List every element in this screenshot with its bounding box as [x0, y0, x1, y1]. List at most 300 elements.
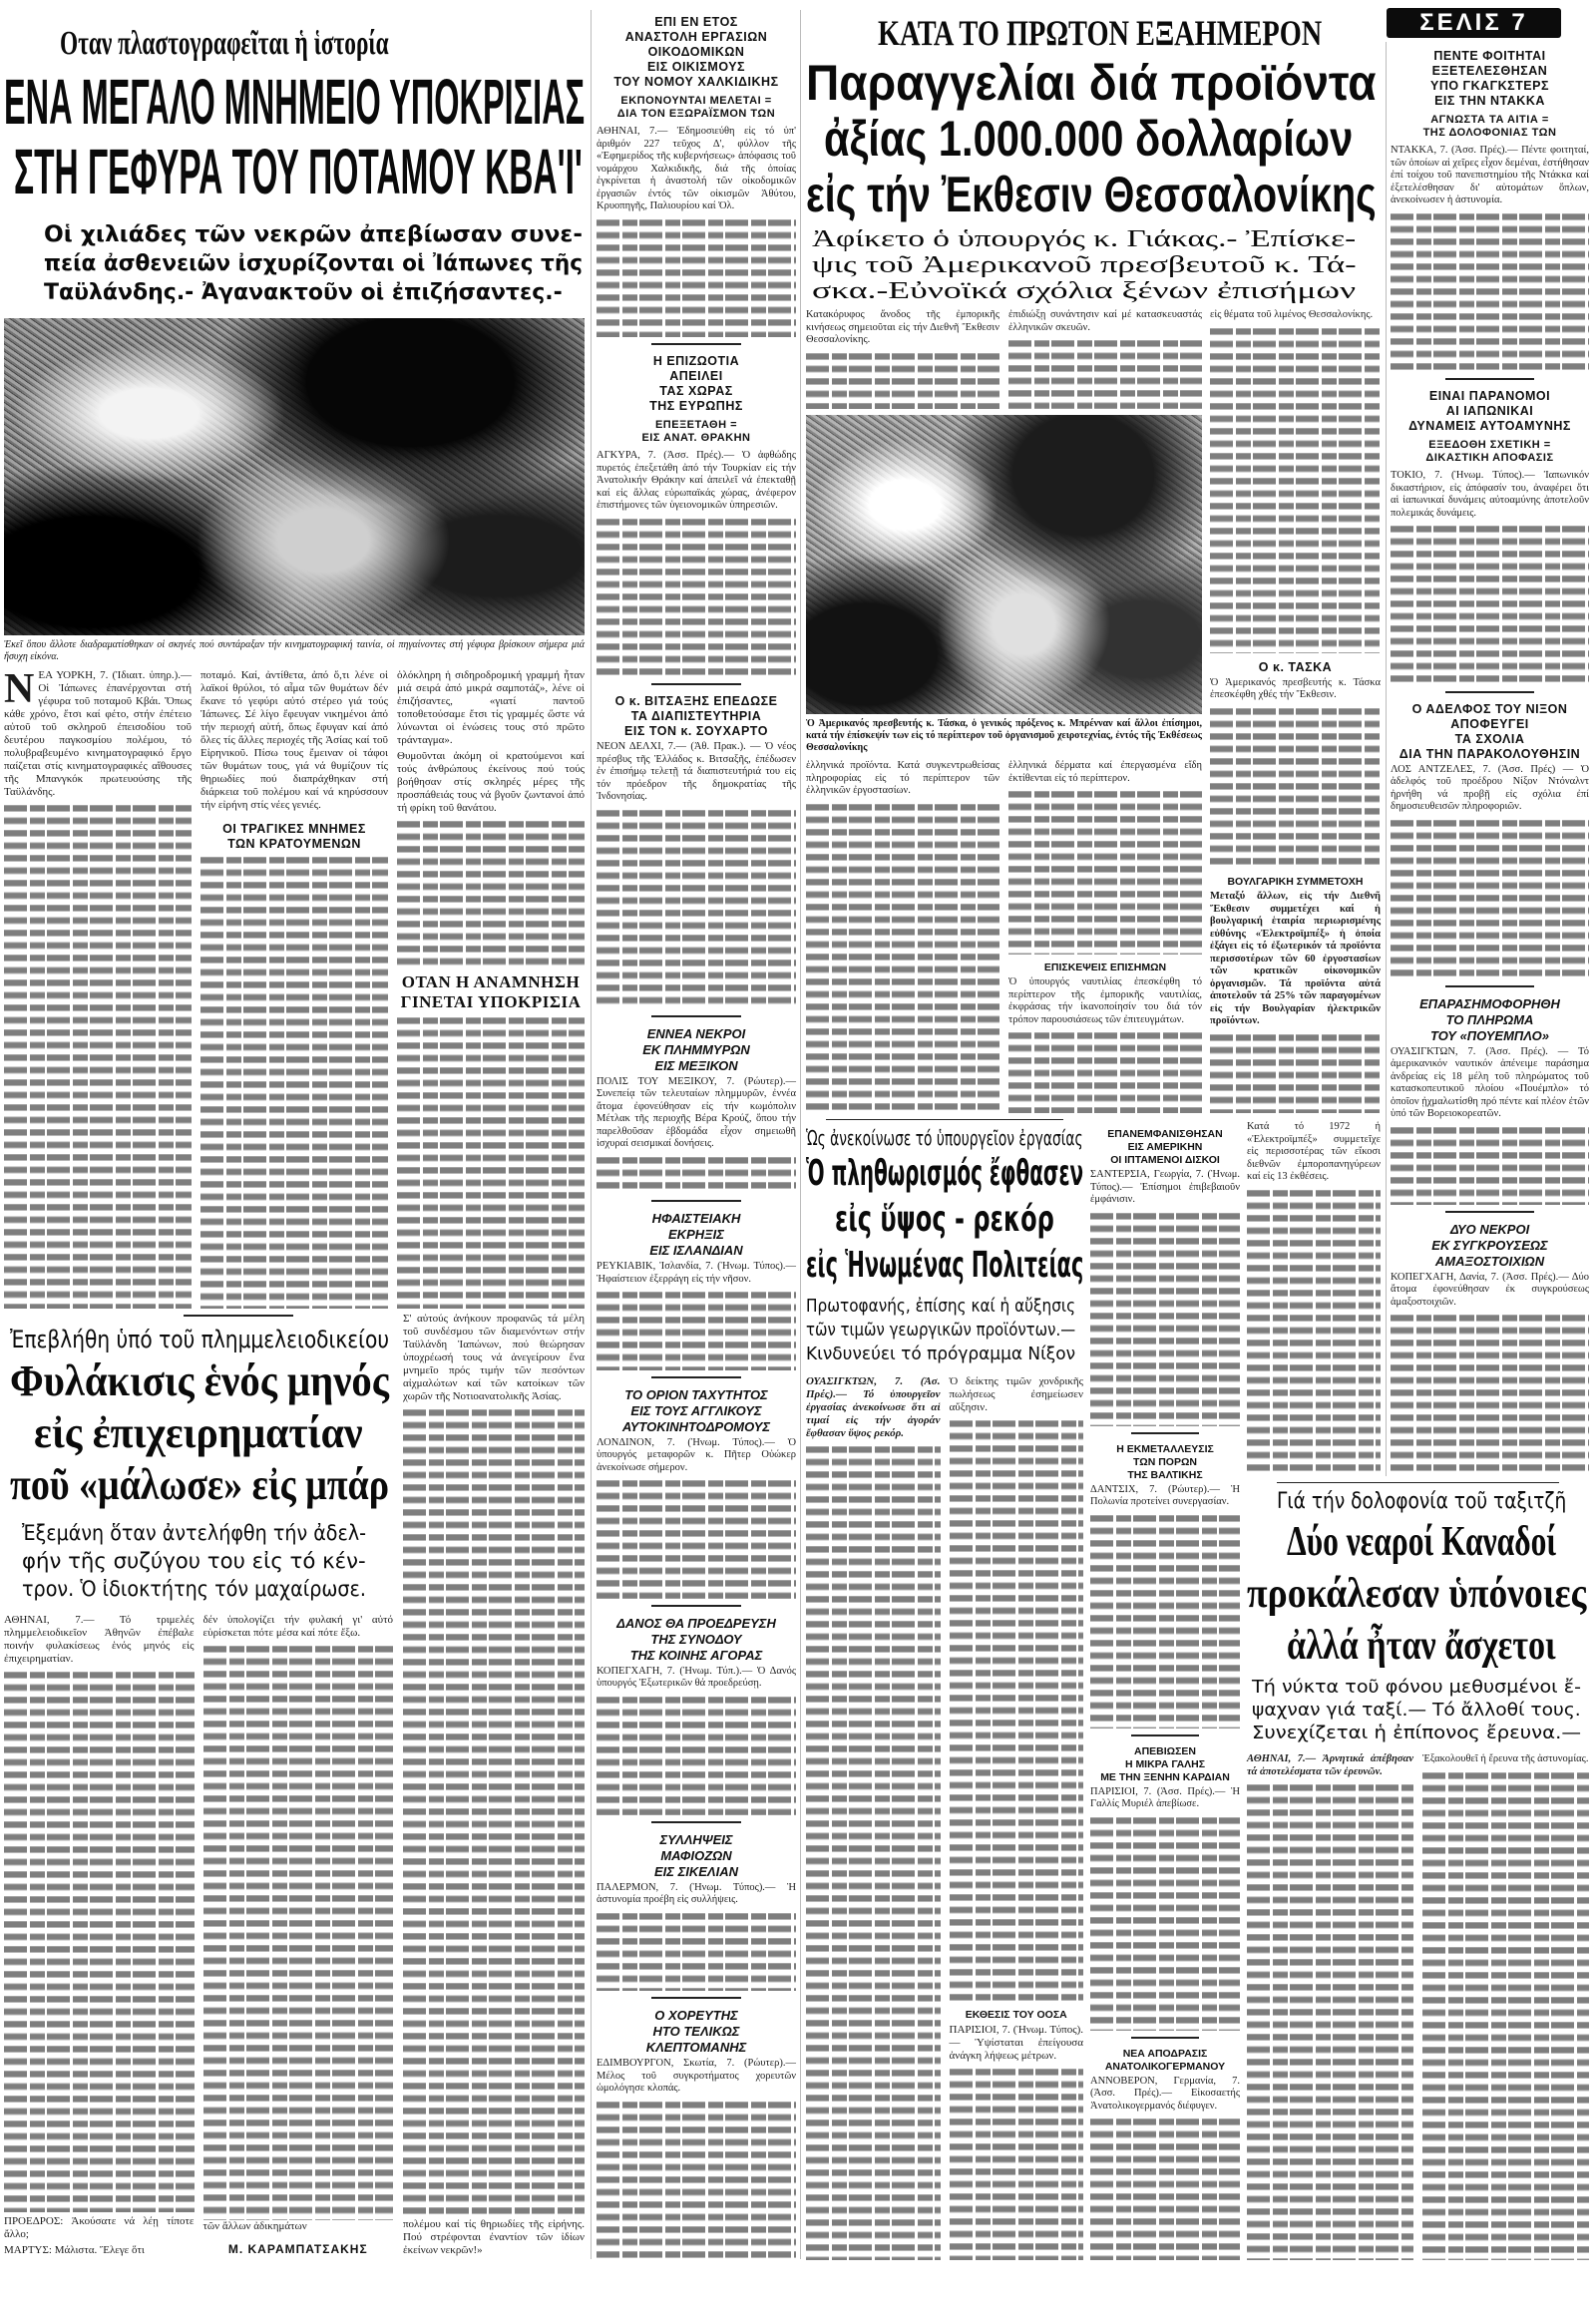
headline-line: ΤΩΝ ΠΟΡΩΝ: [1133, 1455, 1197, 1468]
article-column-2: [200, 669, 388, 1309]
taxi-subheadline-line-2: [1252, 1700, 1581, 1723]
brief-body: ΛΟΣ ΑΝΤΖΕΛΕΣ, 7. (Ἀσσ. Πρές) — Ὁ ἀδελφός τοῦ προέδρου Νίξον Ντόναλντ ἠρνήθη νά προβῇ εἰς σχόλια ἐπί δημοσιευθεισῶν πληροφοριῶν.: [1391, 763, 1589, 813]
text-body: [403, 1406, 585, 2218]
headline-line: ΗΤΟ ΤΕΛΙΚΩΣ: [652, 2024, 740, 2040]
headline-line: ΤΟ ΠΛΗΡΩΜΑ: [1445, 1011, 1534, 1027]
subheadline-text: φήν τῆς συζύγου του εἰς τό κέν-: [22, 1549, 366, 1573]
court-article: [4, 1313, 393, 2260]
center-subheadline-line-3: [812, 279, 1356, 305]
court-columns: [4, 1614, 393, 2260]
fair-article-body: [806, 309, 1202, 1113]
headline-line: Ο ΑΔΕΛΦΟΣ ΤΟΥ ΝΙΞΟΝ: [1411, 701, 1568, 716]
text-body: [1210, 705, 1381, 870]
section-head-bulgarian-participation: ΒΟΥΛΓΑΡΙΚΗ ΣΥΜΜΕΤΟΧΗ: [1227, 876, 1364, 889]
article-paragraph: τῶν ἄλλων ἀδικημάτων: [202, 2220, 307, 2232]
inflation-column-2: [950, 1375, 1084, 2260]
brief-headline: [597, 1832, 796, 1880]
headline-line: Η ΜΙΚΡΑ ΓΑΛΗΣ: [1124, 1757, 1206, 1770]
headline-line: ΕΙΣ ΟΙΚΙΣΜΟΥΣ: [646, 60, 746, 74]
headline-line: ΕΙΣ ΤΗΝ ΝΤΑΚΚΑ: [1434, 94, 1545, 108]
text-body: [397, 818, 585, 965]
text-body: [1422, 1769, 1589, 2261]
article-ending: πολέμου καί τίς θηριωδίες τῆς εἰρήνης. Πού στρέφονται ἐναντίον τῶν ἰδίων ἐκείνων νεκρῶν!»: [403, 2218, 585, 2256]
fair-column-3: [1210, 309, 1381, 1113]
story-divider: [651, 1821, 741, 1823]
head-line: ΟΙ ΤΡΑΓΙΚΕΣ ΜΝΗΜΕΣ: [222, 822, 366, 836]
headline-line: ΔΙΑ ΤΗΝ ΠΑΡΑΚΟΛΟΥΘΗΣΙΝ: [1398, 746, 1581, 761]
headline-text: ἀλλά ἦταν ἄσχετοι: [1287, 1623, 1556, 1669]
brief-headline: [597, 1616, 796, 1664]
headline-line: ΑΙ ΙΑΠΩΝΙΚΑΙ: [1445, 404, 1534, 419]
headline-text: ΣΤΗ ΓΕΦΥΡΑ ΤΟΥ ΠΟΤΑΜΟΥ ΚΒΑ'Ι': [14, 136, 583, 207]
text-body: [1008, 788, 1202, 955]
headline-line: ΤΑΣ ΧΩΡΑΣ: [659, 384, 733, 399]
kicker-text: Οταν πλαστογραφεῖται ἡ ἱστορία: [60, 25, 389, 62]
kicker-text: Ἐπεβλήθη ὑπό τοῦ πλημμελειοδικείου: [10, 1326, 390, 1353]
section-head-oecd: ΕΚΘΕΣΙΣ ΤΟΥ ΟΟΣΑ: [965, 2008, 1067, 2021]
section-head-tragic-memories: [200, 822, 388, 852]
kicker-text: Ὡς ἀνεκοίνωσε τό ὑπουργεῖον ἐργασίας: [806, 1126, 1083, 1150]
text-body: [597, 1289, 796, 1369]
text-body: [597, 1477, 796, 1599]
brief-headline: [597, 1026, 796, 1074]
headline-line: ΕΙΣ ΑΜΕΡΙΚΗΝ: [1127, 1141, 1203, 1153]
article-paragraph: Κατακόρυφος ἄνοδος τῆς ἐμπορικῆς κινήσεως σημειοῦται εἰς τήν Διεθνῆ Ἔκθεσιν Θεσσαλονίκης.: [806, 309, 999, 345]
brief-body: ΚΟΠΕΓΧΑΓΗ, Δανία, 7. (Ἀσσ. Πρές).— Δύο ἄτομα ἐφονεύθησαν ἐκ συγκρούσεως ἀμαξοστοιχιῶν.: [1391, 1271, 1589, 1308]
brief-subheadline: [1391, 114, 1589, 140]
center-headline-line-1: [806, 56, 1377, 112]
ambassador-visit-photo: [806, 415, 1202, 714]
brief-headline: [1391, 49, 1589, 109]
brief-subheadline: [597, 95, 796, 121]
headline-line: ΠΕΝΤΕ ΦΟΙΤΗΤΑΙ: [1433, 49, 1546, 63]
inflation-subheadline-line-2: [806, 1320, 1075, 1344]
brief-body: ΤΟΚΙΟ, 7. (Ἡνωμ. Τύπος).— Ἰαπωνικόν δικαστήριον, εἰς ἀπόφασίν του, ἀναφέρει ὅτι αἱ ἰαπωνικαί δυνάμεις αὐτοαμύνης ἀποτελοῦν πολεμικάς δυνάμεις.: [1391, 470, 1589, 519]
taxi-subheadline-line-1: [1252, 1677, 1581, 1700]
story-divider: [1131, 1432, 1199, 1434]
headline-text: εἰς ὕψος - ρεκόρ: [835, 1199, 1054, 1240]
fair-column-1-top: [806, 309, 999, 409]
inflation-subheadline-line-1: [806, 1296, 1075, 1320]
drop-cap: Ν: [4, 666, 35, 712]
taxi-subheadline-line-3: [1252, 1723, 1581, 1745]
section-head-taska: Ο κ. ΤΑΣΚΑ: [1258, 659, 1333, 674]
inflation-kicker: [806, 1126, 1083, 1152]
subheadline-text: Ταϋλάνδης.- Ἀγανακτοῦν οἱ ἐπιζήσαντες.-: [44, 280, 563, 305]
left-lower-section: [4, 1313, 585, 2260]
head-line: ΓΙΝΕΤΑΙ ΥΠΟΚΡΙΣΙΑ: [400, 991, 582, 1011]
article-lead: ΕΑ ΥΟΡΚΗ, 7. (Ἰδιαιτ. ὑπηρ.).— Οἱ Ἰάπωνες ἐπανέρχονται στή γέφυρα τοῦ ποταμοῦ Κβάι. Ὅπως κάθε χρόνο, ἔτσι καί φέτο, στήν ἐπέτειο αὐτοῦ τοῦ σκληροῦ ἐπεισοδίου τοῦ δευτέρου παγκοσμίου πολέμου, τό πολυβραβευμένο κινηματογραφικό ἔργο παίζεται στίς κινηματογραφικές αἴθουσες τῆς Μπανγκόκ πρωτευούσης τῆς Ταϋλάνδης.: [4, 669, 192, 798]
article-paragraph: Σ' αὐτούς ἀνήκουν προφανῶς τά μέλη τοῦ συνδέσμου τῶν διαμενόντων στήν Ταϋλάνδη Ἰαπώνων, πού θεώρησαν ὑποχρέωσή τους νά ἀνεγείρουν ἕνα μνημεῖο πρός τιμήν τῶν πεσόντων αἰχμαλώτων καί τῶν κατοίκων τῶν χωρῶν τῆς Νοτιοανατολικῆς Ἀσίας.: [403, 1313, 585, 1402]
subheadline-line: ΕΚΠΟΝΟΥΝΤΑΙ ΜΕΛΕΤΑΙ =: [620, 95, 772, 107]
brief-body: ΛΟΝΔΙΝΟΝ, 7. (Ἡνωμ. Τύπος).— Ὁ ὑπουργός μεταφορῶν κ. Πῆτερ Οὐώκερ ἀνεκοίνωσε σήμερον.: [597, 1436, 796, 1473]
article-paragraph: Κατά τό 1972 ἡ «Ἐλεκτροϊμπέξ» συμμετεῖχε εἰς περισσοτέρας τῶν εἴκοσι διεθνῶν ἐμποροπανηγύρεων καί εἰς 13 ἐκθέσεις.: [1247, 1121, 1381, 1182]
center-subheadline-line-2: [812, 253, 1356, 279]
center-headline-line-2: [824, 112, 1353, 168]
subheadline-text: σκα.-Εὐνοϊκά σχόλια ξένων ἐπισήμων: [812, 278, 1357, 304]
right-news-column: [1391, 42, 1589, 1474]
text-body: [1008, 1029, 1202, 1113]
story-divider: [651, 1015, 741, 1017]
headline-line: ΑΠΕΒΙΩΣΕΝ: [1134, 1744, 1196, 1757]
headline-line: ΔΥΝΑΜΕΙΣ ΑΥΤΟΑΜΥΝΗΣ: [1408, 419, 1571, 434]
inflation-headline-line-3: [806, 1244, 1083, 1290]
fair-article-headlines: [806, 12, 1377, 303]
article-paragraph: Ὁ δείκτης τιμῶν χονδρικῆς πωλήσεως ἐσημείωσεν αὔξησιν.: [949, 1375, 1083, 1413]
brief-body: ΠΑΛΕΡΜΟΝ, 7. (Ἡνωμ. Τύπος).— Ἡ ἀστυνομία προέβη εἰς συλλήψεις.: [597, 1881, 796, 1906]
headline-text: ΕΝΑ ΜΕΓΑΛΟ ΜΝΗΜΕΙΟ ΥΠΟΚΡΙΣΙΑΣ: [4, 66, 586, 138]
brief-headline: [1090, 2048, 1240, 2074]
divider: [826, 1119, 1063, 1120]
article-paragraph: ΠΑΡΙΣΙΟΙ, 7. (Ἡνωμ. Τύπος).— Ὑψίσταται ἐπείγουσα ἀνάγκη λήψεως μέτρων.: [949, 2023, 1083, 2062]
bridge-photo: [4, 318, 585, 635]
headline-line: ΤΟΥ «ΠΟΥΕΜΠΛΟ»: [1430, 1027, 1549, 1043]
brief-body: ΚΟΠΕΓΧΑΓΗ, 7. (Ἡνωμ. Τύπ.).— Ὁ Δανός ὑπουργός Ἐξωτερικῶν θά προεδρεύσῃ.: [597, 1665, 796, 1690]
fair-column-2-top: [1008, 309, 1202, 409]
article-paragraph: Μεταξύ ἄλλων, εἰς τήν Διεθνῆ Ἔκθεσιν συμμετέχει καί ἡ βουλγαρική ἑταιρία περιωρισμένης εὐθύνης «Ἐλεκτροϊμπέξ» ἡ ὁποία ἐξάγει εἰς τό ἐξωτερικόν τά προϊόντα περισσοτέρων τῶν 60 ἐργοστασίων τῶν κρατικῶν οἰκονομικῶν ὀργανισμῶν. Τά προϊόντα αὐτά ἀποτελοῦν τά 25% τῶν παραγομένων εἰς τήν Βουλγαρίαν ἠλεκτρικῶν προϊόντων.: [1210, 891, 1381, 1027]
article-column-1: [4, 666, 192, 1309]
text-body: [950, 2066, 1084, 2260]
brief-body: ΑΓΚΥΡΑ, 7. (Ἀσσ. Πρές).— Ὁ ἀφθώδης πυρετός ἐπεξετάθη ἀπό τήν Τουρκίαν εἰς τήν Ἀνατολικήν Θράκην καί ἀπειλεῖ νά ἐπεκταθῇ καί εἰς ἄλλας εὐρωπαϊκάς χώρας, ἀνέφερον ἐπιστήμονες τῶν ὑγειονομικῶν ὑπηρεσιῶν.: [597, 450, 796, 512]
fair-top-columns: [806, 309, 1202, 409]
story-divider: [1445, 691, 1535, 693]
article-paragraph: Ὁ Ἀμερικανός πρεσβευτής κ. Τάσκα ἐπεσκέφθη χθές τήν Ἔκθεσιν.: [1210, 676, 1381, 701]
column-divider: [1386, 42, 1387, 1476]
headline-line: ΑΝΑΣΤΟΛΗ ΕΡΓΑΣΙΩΝ: [624, 30, 768, 44]
brief-headline: [597, 2008, 796, 2056]
text-body: [806, 1443, 941, 2260]
brief-headline: [597, 15, 796, 90]
fair-column-3-continued: [1247, 1121, 1381, 1474]
article-paragraph: ὁλόκληρη ἡ σιδηροδρομική γραμμή ἦταν μιά σειρά ἀπό μικρά σαμποτάζ», λένε οἱ ἐπιζήσαντες, «γιατί παντοῦ τοποθετούσαμε ἔτσι τίς γραμμές ὥστε νά λύνωνται οἱ ἑνώσεις τους στό πρῶτο τράνταγμα».: [397, 669, 585, 746]
subheadline-line: ΕΙΣ ΑΝΑΤ. ΘΡΑΚΗΝ: [641, 432, 751, 445]
subheadline-line-1: [44, 221, 583, 250]
photo-caption: Ἐκεῖ ὅπου ἄλλοτε διαδραματίσθηκαν οἱ σκηνές πού συντάραξαν τήν κινηματογραφική ταινία, οἱ πηγαίνοντες στή γέφυρα βρίσκουν σήμερα μιά ἥσυχη εἰκόνα.: [4, 639, 585, 662]
court-lead: ΑΘΗΝΑΙ, 7.— Τό τριμελές πλημμελειοδικεῖον Ἀθηνῶν ἐπέβαλε ποινήν φυλακίσεως ἑνός μηνός εἰς ἐπιχειρηματίαν.: [4, 1614, 195, 1665]
kicker-history: [60, 24, 389, 68]
headline-line: ΤΗΣ ΣΥΝΟΔΟΥ: [650, 1631, 742, 1647]
brief-headline: [1391, 1222, 1589, 1270]
headline-text: ἀξίας 1.000.000 δολλαρίων: [824, 111, 1354, 167]
bridge-article: [4, 24, 585, 1309]
article-paragraph: δέν ὑπολογίζει τήν φυλακή γι' αὐτό εὑρίσκεται πότε μέσα καί πότε ἔξω.: [202, 1614, 393, 1639]
headline-text: εἰς τήν Ἐκθεσιν Θεσσαλονίκης: [806, 167, 1377, 222]
headline-text: Παραγγελίαι διά προϊόντα: [806, 55, 1377, 111]
headline-text: Ὁ πληθωρισμός ἔφθασεν: [806, 1153, 1084, 1194]
inflation-article: [806, 1119, 1083, 2260]
brief-headline: [1090, 1745, 1240, 1784]
headline-line: ΕΠΙ ΕΝ ΕΤΟΣ: [654, 15, 738, 29]
headline-line: ΚΛΕΠΤΟΜΑΝΗΣ: [645, 2040, 747, 2056]
headline-line: ΝΕΑ ΑΠΟΔΡΑΣΙΣ: [1122, 2047, 1208, 2060]
text-body: [1090, 1512, 1240, 1729]
kicker-text: ΚΑΤΑ ΤΟ ΠΡΩΤΟΝ ΕΞΑΗΜΕΡΟΝ: [878, 13, 1323, 53]
brief-subheadline: [1391, 439, 1589, 465]
text-body: [200, 854, 388, 1309]
inflation-column-1: [806, 1375, 941, 2260]
headline-line: ΤΗΣ ΚΟΙΝΗΣ ΑΓΟΡΑΣ: [629, 1647, 763, 1663]
text-body: [597, 1154, 796, 1195]
subheadline-text: ψις τοῦ Ἀμερικανοῦ πρεσβευτοῦ κ. Τά-: [812, 252, 1357, 278]
headline-text: ποῦ «μάλωσε» εἰς μπάρ: [10, 1460, 390, 1509]
article-paragraph: Ὁ ὑπουργός ναυτιλίας ἐπεσκέφθη τό περίπτερον τῆς ἐμπορικῆς ναυτιλίας, ἐκφράσας τήν ἱκανοποίησίν του διά τόν τρόπον παρουσιάσεως τῶν ἐπιτευγμάτων.: [1008, 976, 1202, 1025]
story-divider: [651, 1376, 741, 1378]
brief-body: ΑΝΝΟΒΕΡΟΝ, Γερμανία, 7. (Ἀσσ. Πρές).— Εἰκοσαετής Ἀνατολικογερμανός διέφυγεν.: [1090, 2075, 1240, 2112]
headline-line: ΤΗΣ ΒΑΛΤΙΚΗΣ: [1127, 1468, 1203, 1481]
subheadline-text: πεία ἀσθενειῶν ἰσχυρίζονται οἱ Ἰάπωνες τῆς: [44, 251, 584, 276]
subheadline-text: τρον. Ὁ ἰδιοκτήτης τόν μαχαίρωσε.: [22, 1577, 367, 1601]
subheadline-text: Ἐξεμάνη ὅταν ἀντελήφθη τήν ἀδελ-: [22, 1521, 367, 1545]
author-byline: Μ. ΚΑΡΑΜΠΑΤΣΑΚΗΣ: [227, 2242, 368, 2256]
story-divider: [1131, 2037, 1199, 2039]
text-body: [950, 1417, 1084, 2002]
text-body: [597, 1910, 796, 1991]
divider: [184, 1315, 293, 1317]
story-divider: [651, 1605, 741, 1607]
headline-line: ΟΙ ΙΠΤΑΜΕΝΟΙ ΔΙΣΚΟΙ: [1110, 1154, 1220, 1166]
headline-line: ΕΙΣ ΜΕΞΙΚΟΝ: [654, 1057, 738, 1073]
spacer: [806, 1367, 1083, 1375]
inflation-headline-line-2: [835, 1198, 1054, 1244]
subheadline-line: ΔΙΚΑΣΤΙΚΗ ΑΠΟΦΑΣΙΣ: [1425, 452, 1554, 465]
story-divider: [1445, 985, 1535, 987]
head-line: ΟΤΑΝ Η ΑΝΑΜΝΗΣΗ: [401, 971, 581, 991]
spacer: [4, 1512, 393, 1520]
brief-body: ΕΔΙΜΒΟΥΡΓΟΝ, Σκωτία, 7. (Ρώυτερ).— Μέλος τοῦ συγκροτήματος χορευτῶν ὡμολόγησε κλοπάς.: [597, 2058, 796, 2095]
brief-headline: [597, 1387, 796, 1435]
brief-body: ΝΕΟΝ ΔΕΛΧΙ, 7.— (Ἀθ. Πρακ.). — Ὁ νέος πρέσβυς τῆς Ἑλλάδος κ. Βιτσαξῆς, ἐπέδωσεν ἐν ἐπισήμῳ τελετῇ τά διαπιστευτήριά του εἰς τόν πρόεδρον τῆς δημοκρατίας τῆς Ἰνδονησίας.: [597, 741, 796, 803]
article-paragraph: ποταμό. Καί, ἀντίθετα, ἀπό ὅ,τι λένε οἱ λαϊκοί θρύλοι, τό αἷμα τῶν θυμάτων δέν ἔκανε τό γεφύρι αὐτό στέρεο γιά τούς Ἰάπωνες. Σέ λίγο ἔφευγαν νικημένοι ἀπό τήν περιοχή αὐτή, ὅπως ἔφυγαν καί ἀπό ὅλες τίς ἄλλες περιοχές τῆς Ἀσίας καί τοῦ Εἰρηνικοῦ. Πίσω τους ἔμειναν οἱ τάφοι τῶν θυμάτων τους, γιά νά θυμίζουν τίς θηριωδίες πού διαπράχθηκαν στή διάρκεια τοῦ πολέμου καί νά κηρύσσουν τήν εἰρήνη στίς νέες γενιές.: [200, 669, 388, 811]
memorial-continued-column: [403, 1313, 585, 2260]
head-line: ΤΩΝ ΚΡΑΤΟΥΜΕΝΩΝ: [227, 837, 361, 851]
article-paragraph: ἑλληνικά προϊόντα. Κατά συγκεντρωθείσας πληροφορίας εἰς τό περίπτερον τῶν ἐλληνικῶν ἐργοστασίων.: [806, 760, 999, 796]
taxi-column-1: [1247, 1753, 1413, 2260]
subheadline-line: ΕΠΕΞΕΤΑΘΗ =: [654, 419, 738, 432]
fair-column-2-bottom: [1008, 760, 1202, 1113]
brief-headline: [1391, 702, 1589, 762]
headline-line: ΕΝΝΕΑ ΝΕΚΡΟΙ: [646, 1025, 746, 1041]
taxi-kicker: [1277, 1489, 1566, 1517]
brief-headline: [1090, 1443, 1240, 1482]
main-headline-line-2: [14, 138, 583, 207]
court-subheadline-line-1: [22, 1520, 366, 1548]
court-subheadline-line-3: [22, 1576, 366, 1604]
court-kicker: [10, 1325, 389, 1356]
story-divider: [651, 683, 741, 685]
taxi-columns: [1247, 1753, 1589, 2260]
inflation-subheadline-line-3: [806, 1344, 1075, 1367]
article-column-3: [397, 669, 585, 1309]
subheadline-text: τῶν τιμῶν γεωργικῶν προϊόντων.—: [806, 1320, 1076, 1341]
inflation-lead: ΟΥΑΣΙΓΚΤΩΝ, 7. (Ἀσ. Πρές).— Τό ὑπουργεῖον ἐργασίας ἀνεκοίνωσε ὅτι αἱ τιμαί εἰς τήν ἀγοράν ἔφθασαν ὕψος ρεκόρ.: [806, 1375, 941, 1439]
photo-caption: Ὁ Ἀμερικανός πρεσβευτής κ. Τάσκα, ὁ γενικός πρόξενος κ. Μπρένναν καί ἄλλοι ἐπίσημοι, κατά τήν ἐπίσκεψίν των εἰς τό περίπτερον τοῦ ὀργανισμοῦ χειροτεχνίας, ἐντός τῆς Ἐκθέσεως Θεσσαλονίκης: [806, 718, 1202, 753]
headline-line: ΕΠΑΡΑΣΗΜΟΦΟΡΗΘΗ: [1419, 995, 1560, 1011]
text-body: [1247, 1781, 1413, 2260]
article-lead-paragraph: [4, 666, 192, 799]
headline-line: ΕΚ ΠΛΗΜΜΥΡΩΝ: [642, 1041, 750, 1057]
headline-line: ΑΠΕΙΛΕΙ: [669, 369, 723, 384]
section-head-official-visits: ΕΠΙΣΚΕΨΕΙΣ ΕΠΙΣΗΜΩΝ: [1043, 962, 1167, 974]
headline-line: ΕΙΣ ΤΟΥΣ ΑΓΓΛΙΚΟΥΣ: [630, 1402, 762, 1418]
text-body: [1008, 337, 1202, 409]
subheadline-text: Συνεχίζεται ἡ ἐπίπονος ἔρευνα.—: [1252, 1723, 1582, 1743]
headline-line: ΤΑ ΣΧΟΛΙΑ: [1454, 731, 1525, 746]
headline-line: ΕΚ ΣΥΓΚΡΟΥΣΕΩΣ: [1431, 1237, 1548, 1253]
article-paragraph: Θυμοῦνται ἀκόμη οἱ κρατούμενοι καί τούς ἀνθρώπους ἐκείνους πού τούς βοήθησαν στίς σκληρές μέρες τῆς προσπάθειάς τους νά βγοῦν ζωντανοί ἀπό τή φρίκη τοῦ θανάτου.: [397, 750, 585, 814]
headline-line: ΕΚΡΗΞΙΣ: [668, 1227, 724, 1243]
brief-body: ΔΑΝΤΣΙΧ, 7. (Ρώυτερ).— Ἡ Πολωνία προτείνει συνεργασίαν.: [1090, 1483, 1240, 1508]
brief-headline: [1090, 1128, 1240, 1167]
brief-body: ΑΘΗΝΑΙ, 7.— Ἐδημοσιεύθη εἰς τό ὑπ' ἀριθμόν 227 τεῦχος Δ', φύλλον τῆς «Ἐφημερίδος τῆς κυβερνήσεως» ἀπόφασις τοῦ νομάρχου Χαλκιδικῆς, διά τῆς ὁποίας ἐγκρίνεται ἡ ἀναστολή τῶν οἰκοδομικῶν ἐργασιῶν ἐντός τῶν οἰκισμῶν Ἀθύτου, Κρυοπηγῆς, Παλιουρίου καί Ὀλ.: [597, 126, 796, 211]
headline-line: ΕΙΝΑΙ ΠΑΡΑΝΟΜΟΙ: [1428, 389, 1551, 404]
text-body: [1090, 1210, 1240, 1426]
brief-body: ΟΥΑΣΙΓΚΤΩΝ, 7. (Ἀσσ. Πρές). — Τό ἀμερικανικόν ναυτικόν ἀπένειμε παράσημα ἀνδρείας εἰς 18 μέλη τοῦ πληρώματος τοῦ κατασκοπευτικοῦ πλοίου «Πουέμπλο» τό ὁποῖον ᾐχμαλωτίσθη πρό πέντε καί πλέον ἐτῶν ὑπό τῶν Βορειοκορεατῶν.: [1391, 1045, 1589, 1120]
text-body: [806, 350, 999, 410]
story-divider: [651, 1997, 741, 1999]
story-divider: [1131, 1734, 1199, 1736]
divider: [1277, 1482, 1559, 1483]
headline-line: ΑΥΤΟΚΙΝΗΤΟΔΡΟΜΟΥΣ: [621, 1418, 771, 1434]
subheadline-line-3: [44, 279, 563, 308]
text-body: [1210, 1031, 1381, 1113]
headline-line: ΥΠΟ ΓΚΑΓΚΣΤΕΡΣ: [1430, 79, 1549, 93]
text-body: [4, 1669, 195, 2212]
brief-headline: [597, 694, 796, 739]
brief-headline: [597, 354, 796, 414]
subheadline-line: ΤΗΣ ΔΟΛΟΦΟΝΙΑΣ ΤΩΝ: [1422, 127, 1557, 139]
court-column-2: [203, 1614, 394, 2260]
headline-text: εἰς Ἡνωμένας Πολιτείας: [806, 1245, 1084, 1286]
text-body: [1391, 817, 1589, 979]
text-body: [1391, 1312, 1589, 1474]
text-body: [806, 801, 999, 1114]
story-divider: [1445, 378, 1535, 380]
story-divider: [651, 1200, 741, 1202]
spacer: [4, 1604, 393, 1614]
text-body: [597, 2099, 796, 2260]
headline-line: ΑΝΑΤΟΛΙΚΟΓΕΡΜΑΝΟΥ: [1104, 2060, 1226, 2073]
center-kicker: [878, 12, 1322, 56]
brief-body: ΠΑΡΙΣΙΟΙ, 7. (Ἀσσ. Πρές).— Ἡ Γαλλίς Μυριέλ ἀπεβίωσε.: [1090, 1785, 1240, 1810]
court-headline-line-1: [10, 1356, 389, 1408]
fair-bottom-columns: [806, 760, 1202, 1113]
headline-line: ΤΗΣ ΕΥΡΩΠΗΣ: [649, 399, 743, 414]
text-body: [4, 802, 192, 1309]
headline-line: Ο ΧΟΡΕΥΤΗΣ: [654, 2008, 738, 2024]
page-number-badge: ΣΕΛΙΣ 7: [1387, 8, 1561, 38]
text-body: [1090, 1814, 1240, 2031]
taxi-headline-line-3: [1287, 1621, 1556, 1673]
section-head-memory-hypocrisy: [397, 972, 585, 1012]
subheadline-text: Ἀφίκετο ὁ ὑπουργός κ. Γιάκας.- Ἐπίσκε-: [812, 226, 1357, 252]
headline-line: ΜΕ ΤΗΝ ΞΕΝΗΝ ΚΑΡΔΙΑΝ: [1100, 1770, 1230, 1783]
brief-body: ΝΤΑΚΚΑ, 7. (Ἀσσ. Πρές).— Πέντε φοιτηταί, τῶν ὁποίων αἱ χεῖρες εἶχον δεμέναι, ἐστήθησαν ἐπί τοίχου τοῦ πανεπιστημίου τῆς Ντάκκα καί ἐξετελέσθησαν δι' αὐτομάτων ὅπλων, ἀνεκοίνωσεν ἡ ἀστυνομία.: [1391, 145, 1589, 205]
taxi-lead: ΑΘΗΝΑΙ, 7.— Ἀρνητικά ἀπέβησαν τά ἀποτελέσματα τῶν ἐρευνῶν.: [1247, 1753, 1413, 1777]
headline-line: ΤΑ ΔΙΑΠΙΣΤΕΥΤΗΡΙΑ: [630, 709, 762, 724]
subheadline-text: Οἱ χιλιάδες τῶν νεκρῶν ἀπεβίωσαν συνε-: [44, 222, 583, 247]
taxi-headline-line-2: [1247, 1569, 1586, 1621]
headline-line: ΕΙΣ ΤΟΝ κ. ΣΟΥΧΑΡΤΟ: [624, 724, 768, 739]
article-paragraph: Ἐξακολουθεῖ ἡ ἔρευνα τῆς ἀστυνομίας.: [1422, 1753, 1589, 1764]
headline-line: ΑΠΟΦΕΥΓΕΙ: [1450, 716, 1529, 731]
subheadline-text: Πρωτοφανής, ἐπίσης καί ἡ αὔξησις: [806, 1296, 1076, 1317]
article-paragraph: ἑλληνικά δέρματα καί ἐπεργασμένα εἴδη ἐκτίθενται εἰς τό περίπτερον.: [1008, 760, 1202, 784]
article-paragraph: ἐπιδιώξῃ συνάντησιν καί μέ κατασκευαστάς ἐλληνικῶν σκευῶν.: [1008, 309, 1202, 333]
testimony-line: ΜΑΡΤΥΣ: Μάλιστα. Ἔλεγε ὅτι: [4, 2244, 145, 2256]
headline-text: προκάλεσαν ὑπόνοιες: [1247, 1571, 1587, 1617]
text-body: [397, 1014, 585, 1309]
kicker-text: Γιά τήν δολοφονία τοῦ ταξιτζῆ: [1277, 1489, 1567, 1514]
taxi-column-2: [1422, 1753, 1589, 2260]
court-column-1: [4, 1614, 195, 2260]
headline-line: ΕΠΑΝΕΜΦΑΝΙΣΘΗΣΑΝ: [1107, 1128, 1223, 1140]
headline-line: Η ΕΠΙΖΩΟΤΙΑ: [652, 354, 740, 369]
taxi-article: [1247, 1482, 1589, 2260]
brief-headline: [597, 1211, 796, 1259]
column-divider: [591, 10, 592, 2259]
text-body: [597, 1694, 796, 1815]
headline-line: ΔΑΝΟΣ ΘΑ ΠΡΟΕΔΡΕΥΣΗ: [616, 1615, 776, 1631]
text-body: [597, 516, 796, 677]
brief-subheadline: [597, 419, 796, 445]
headline-line: Η ΕΚΜΕΤΑΛΛΕΥΣΙΣ: [1116, 1442, 1214, 1455]
headline-text: Φυλάκισις ἑνός μηνός: [10, 1356, 389, 1405]
taxi-headline-line-1: [1287, 1517, 1556, 1569]
text-body: [1090, 2116, 1240, 2260]
headline-text: Δύο νεαροί Καναδοί: [1287, 1519, 1557, 1565]
text-body: [1391, 210, 1589, 373]
headline-line: ΔΥΟ ΝΕΚΡΟΙ: [1449, 1221, 1530, 1237]
short-briefs-column: [1090, 1121, 1240, 2260]
subheadline-line-2: [44, 250, 583, 279]
testimony-line: ΠΡΟΕΔΡΟΣ: Ἀκούσατε νά λέῃ τίποτε ἄλλο;: [4, 2215, 195, 2240]
column-divider: [800, 10, 801, 2259]
text-body: [1210, 325, 1381, 653]
center-subheadline-line-1: [812, 227, 1356, 253]
text-body: [203, 1643, 394, 2220]
text-body: [1391, 523, 1589, 685]
court-headline-line-2: [34, 1408, 363, 1460]
headline-line: ΗΦΑΙΣΤΕΙΑΚΗ: [651, 1211, 741, 1227]
center-headline-line-3: [806, 168, 1377, 223]
brief-body: ΠΟΛΙΣ ΤΟΥ ΜΕΞΙΚΟΥ, 7. (Ρώυτερ).— Συνεπείᾳ τῶν τελευταίων πλημμυρῶν, ἐννέα ἄτομα ἐφονεύθησαν εἰς τήν κωμόπολιν Μέτλακ τῆς περιοχῆς Βέρα Κρούζ, ὅπου τήν παρελθοῦσαν ἑβδομάδα εἶχον σημειωθῆ ἰσχυραί σεισμικαί δονήσεις.: [597, 1075, 796, 1150]
subheadline-text: Τή νύκτα τοῦ φόνου μεθυσμένοι ἔ-: [1252, 1677, 1582, 1698]
text-body: [1247, 1187, 1381, 1475]
subheadline-text: Κινδυνεύει τό πρόγραμμα Νίξον: [806, 1344, 1076, 1364]
headline-text: εἰς ἐπιχειρηματίαν: [34, 1408, 363, 1457]
brief-headline: [1391, 996, 1589, 1044]
headline-line: ΑΜΑΞΟΣΤΟΙΧΙΩΝ: [1434, 1253, 1545, 1269]
spacer: [1247, 1745, 1589, 1753]
text-body: [597, 216, 796, 338]
brief-body: ΡΕΥΚΙΑΒΙΚ, Ἰσλανδία, 7. (Ἡνωμ. Τύπος).— Ἡφαίστειον ἐξερράγη εἰς τήν νῆσον.: [597, 1261, 796, 1285]
court-headline-line-3: [10, 1460, 389, 1512]
headline-line: ΜΑΦΙΟΖΩΝ: [660, 1847, 732, 1863]
text-body: [1391, 1124, 1589, 1205]
headline-line: ΕΙΣ ΣΙΚΕΛΙΑΝ: [654, 1863, 738, 1879]
headline-line: ΤΟ ΟΡΙΟΝ ΤΑΧΥΤΗΤΟΣ: [624, 1386, 768, 1402]
headline-line: ΕΞΕΤΕΛΕΣΘΗΣΑΝ: [1431, 64, 1548, 78]
news-briefs-column: [597, 8, 796, 2260]
article-columns: [4, 666, 585, 1309]
subheadline-line: ΕΞΕΔΟΘΗ ΣΧΕΤΙΚΗ =: [1428, 439, 1551, 452]
story-divider: [1445, 1211, 1535, 1213]
subheadline-line: ΔΙΑ ΤΟΝ ΕΞΩΡΑΪΣΜΟΝ ΤΩΝ: [616, 108, 776, 120]
text-body: [597, 807, 796, 1009]
headline-line: ΕΙΣ ΙΣΛΑΝΔΙΑΝ: [649, 1243, 743, 1259]
inflation-headline-line-1: [806, 1152, 1083, 1198]
headline-line: Ο κ. ΒΙΤΣΑΞΗΣ ΕΠΕΔΩΣΕ: [614, 694, 778, 709]
